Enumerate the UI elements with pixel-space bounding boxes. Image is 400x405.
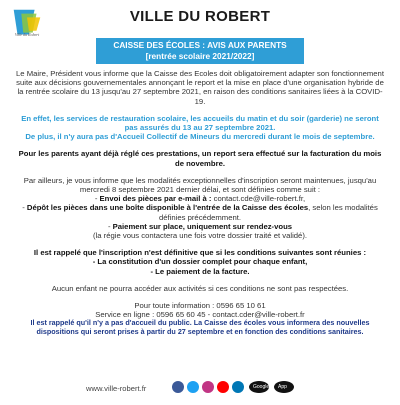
- social-icons: [172, 381, 294, 402]
- linkedin-icon[interactable]: [232, 381, 244, 393]
- bullet-dropbox-label: Dépôt les pièces dans une boîte disponible à l'entrée de la Caisse des écoles: [26, 203, 309, 213]
- services-notice: En effet, les services de restauration scolaire, les accueils du matin et du soir (garderie) ne seront pas assurés du 13 au 27 septembre 2021.: [21, 113, 379, 133]
- bullet-dropbox-rest: , selon les modalités définies précédemment.: [158, 203, 378, 222]
- access-warning: Aucun enfant ne pourra accéder aux activités si ces conditions ne sont pas respectées.: [51, 283, 349, 293]
- bullet-email: - Envoi des pièces par e-mail à : contact.cde@ville-robert.fr,: [94, 194, 306, 204]
- instagram-icon[interactable]: [202, 381, 214, 393]
- banner-subtitle: [rentrée scolaire 2021/2022]: [145, 50, 255, 61]
- registration-intro: Par ailleurs, je vous informe que les modalités exceptionnelles d'inscription seront maintenues, jusqu'au mercredi 8 septembre 2021 dernier délai, et sont définies comme suit :: [23, 175, 377, 195]
- info-phone: Pour toute information : 0596 65 10 61: [134, 301, 266, 311]
- facebook-icon[interactable]: [172, 381, 184, 393]
- bullet-payment-note: (la régie vous contactera une fois votre dossier traité et validé).: [92, 231, 308, 241]
- city-title: VILLE DU ROBERT: [129, 8, 271, 25]
- intro-paragraph: Le Maire, Président vous informe que la Caisse des Ecoles doit obligatoirement adapter son fonctionnement suite aux décisions gouvernementales annonçant le report et la mise en place d'une organisation hybride de la rentrée scolaire du 13 jusqu'au 27 septembre 2021, en raison des conditions sanitaires liées à la COVID-19.: [16, 69, 384, 106]
- app-store-badge[interactable]: App Store: [274, 381, 294, 393]
- bullet-payment: - Paiement sur place, uniquement sur rendez-vous: [107, 221, 293, 231]
- notice-body: [14, 69, 386, 336]
- google-play-badge[interactable]: Google Play: [249, 381, 269, 393]
- bullet-email-label: Envoi des pièces par e-mail à :: [99, 194, 212, 204]
- twitter-icon[interactable]: [187, 381, 199, 393]
- info-online: Service en ligne : 0596 65 60 45 - contact.cder@ville-robert.fr: [95, 310, 305, 320]
- condition-payment: - Le paiement de la facture.: [150, 266, 250, 276]
- condition-payment-text: Le paiement de la facture.: [155, 266, 250, 276]
- notice-banner: [96, 38, 304, 64]
- bullet-dropbox: - Dépôt les pièces dans une boîte disponible à l'entrée de la Caisse des écoles, selon les modalités définies précédemment.: [22, 203, 378, 222]
- acm-notice: De plus, il n'y aura pas d'Accueil Collectif de Mineurs du mercredi durant le mois de septembre.: [25, 132, 375, 142]
- condition-dossier-text: La constitution d'un dossier complet pour chaque enfant,: [97, 257, 308, 267]
- billing-notice: Pour les parents ayant déjà réglé ces prestations, un report sera effectué sur la facturation du mois de novembre.: [18, 149, 382, 168]
- conditions-intro: Il est rappelé que l'inscription n'est définitive que si les conditions suivantes sont réunies :: [33, 248, 367, 258]
- condition-dossier: - La constitution d'un dossier complet pour chaque enfant,: [92, 257, 308, 267]
- bullet-payment-label: Paiement sur place, uniquement sur rendez-vous: [112, 221, 293, 231]
- website-link[interactable]: www.ville-robert.fr: [86, 384, 147, 393]
- public-reception-notice: Il est rappelé qu'il n'y a pas d'accueil du public. La Caisse des écoles vous informera des nouvelles dispositions qui seront prises à partir du 27 septembre et en fonction des conditions sanitaires.: [30, 318, 370, 336]
- banner-title: CAISSE DES ÉCOLES : AVIS AUX PARENTS: [113, 40, 287, 50]
- bullet-email-address[interactable]: contact.cde@ville-robert.fr,: [211, 194, 306, 204]
- logo-caption: Ville du Robert: [14, 32, 40, 37]
- youtube-icon[interactable]: [217, 381, 229, 393]
